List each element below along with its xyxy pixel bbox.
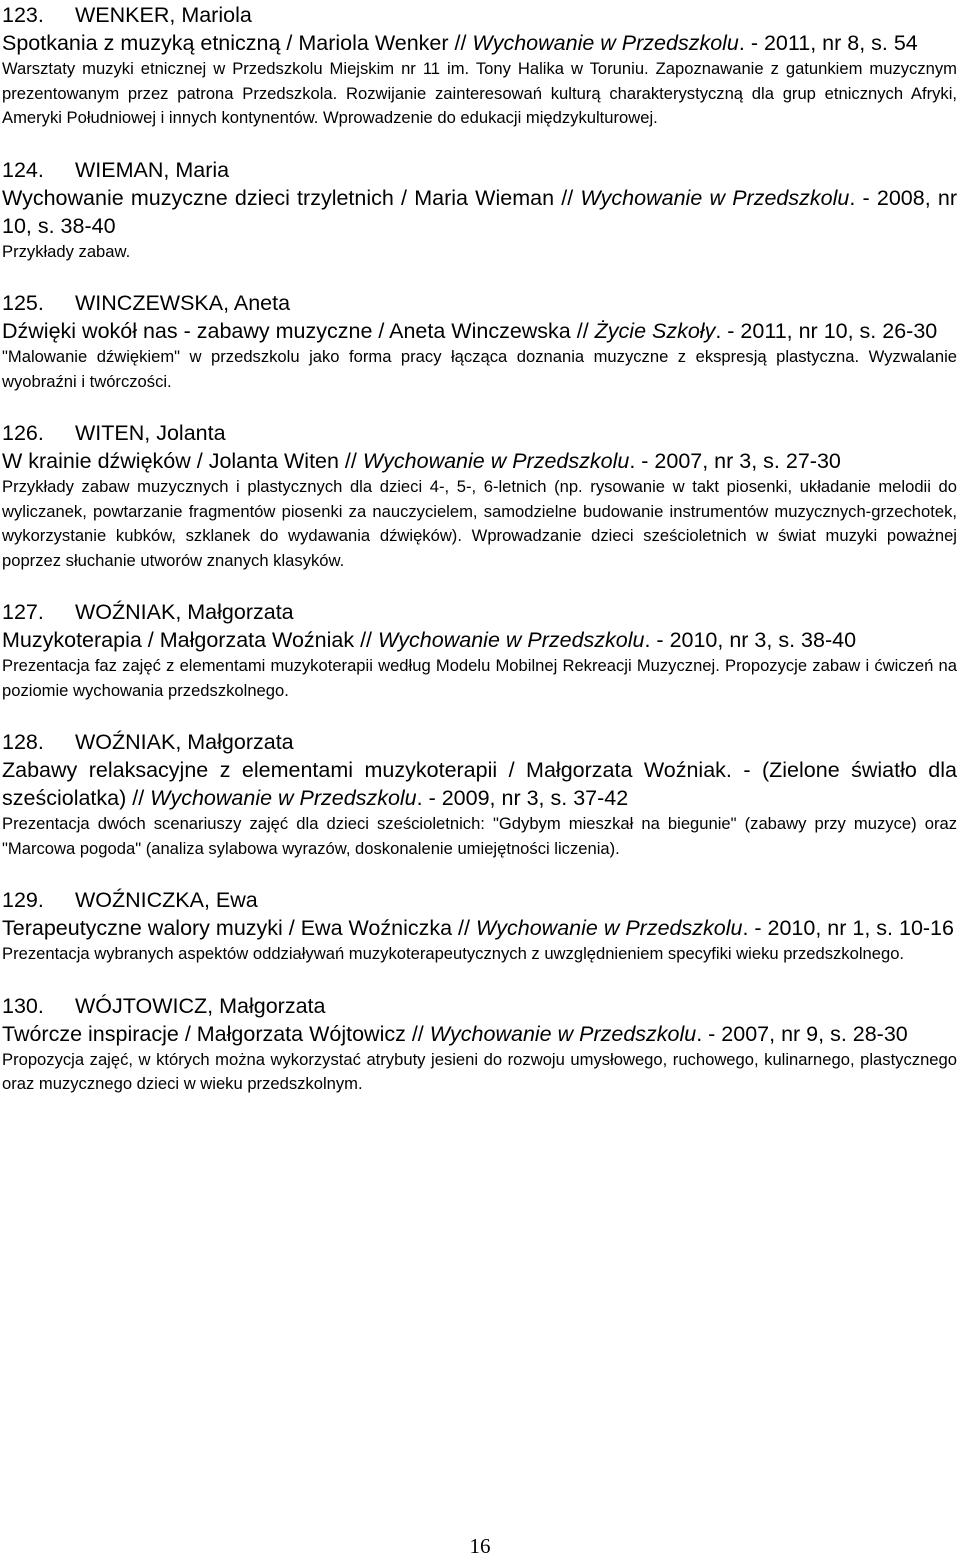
entry-citation bbox=[2, 756, 957, 812]
entry-number: 127. bbox=[2, 600, 44, 624]
citation-journal: Wychowanie w Przedszkolu bbox=[150, 786, 417, 810]
entry-citation bbox=[2, 184, 957, 240]
entry-annotation: Prezentacja faz zajęć z elementami muzykoterapii według Modelu Mobilnej Rekreacji Muzycznej. Propozycje zabaw i ćwiczeń na poziomie wychowania przedszkolnego. bbox=[2, 656, 957, 700]
entry-heading bbox=[2, 728, 957, 756]
citation-journal: Wychowanie w Przedszkolu bbox=[429, 1021, 697, 1046]
entry-author: WOŹNIAK, Małgorzata bbox=[75, 600, 294, 624]
bibliography-entry-126 bbox=[2, 419, 957, 573]
bibliography-entry-124 bbox=[2, 156, 957, 265]
citation-issue: . - 2011, nr 8, s. 54 bbox=[738, 31, 918, 55]
bibliography-entry-130 bbox=[2, 992, 957, 1097]
entry-number: 123. bbox=[2, 3, 44, 27]
entry-heading bbox=[2, 598, 957, 626]
citation-title: W krainie dźwięków / Jolanta Witen // bbox=[2, 449, 363, 473]
entry-citation bbox=[2, 1020, 957, 1048]
citation-issue: . - 2009, nr 3, s. 37-42 bbox=[416, 786, 629, 810]
entry-number: 126. bbox=[2, 421, 44, 445]
entry-citation bbox=[2, 317, 957, 345]
entry-heading bbox=[2, 419, 957, 447]
entry-author: WOŹNICZKA, Ewa bbox=[75, 888, 258, 912]
citation-issue: . - 2008, nr 10, s. 38-40 bbox=[2, 185, 957, 238]
citation-issue: . - 2010, nr 3, s. 38-40 bbox=[644, 628, 857, 652]
citation-issue: . - 2007, nr 9, s. 28-30 bbox=[696, 1021, 908, 1046]
citation-journal: Wychowanie w Przedszkolu bbox=[378, 628, 645, 652]
citation-title: Spotkania z muzyką etniczną / Mariola Wenker // bbox=[2, 31, 473, 55]
citation-journal: Wychowanie w Przedszkolu bbox=[580, 185, 850, 210]
citation-journal: Życie Szkoły bbox=[594, 319, 716, 343]
entry-author: WENKER, Mariola bbox=[75, 3, 252, 27]
entry-annotation: Prezentacja wybranych aspektów oddziaływań muzykoterapeutycznych z uwzględnieniem specyfiki wieku przedszkolnego. bbox=[2, 944, 905, 963]
bibliography-entry-125 bbox=[2, 289, 957, 394]
citation-title: Twórcze inspiracje / Małgorzata Wójtowicz // bbox=[2, 1021, 430, 1046]
citation-title: Zabawy relaksacyjne z elementami muzykoterapii / Małgorzata Woźniak. - (Zielone światło dla sześciolatka) // bbox=[2, 758, 957, 810]
entry-number: 124. bbox=[2, 157, 44, 182]
entry-citation bbox=[2, 447, 957, 475]
entry-author: WITEN, Jolanta bbox=[75, 421, 226, 445]
entry-citation bbox=[2, 914, 957, 942]
entry-heading bbox=[2, 156, 957, 184]
entry-author: WOŹNIAK, Małgorzata bbox=[75, 730, 294, 754]
entry-heading bbox=[2, 1, 957, 29]
entry-heading bbox=[2, 992, 957, 1020]
entry-author: WINCZEWSKA, Aneta bbox=[75, 291, 291, 315]
page-number: 16 bbox=[469, 1534, 491, 1558]
entry-author: WÓJTOWICZ, Małgorzata bbox=[75, 993, 326, 1018]
citation-journal: Wychowanie w Przedszkolu bbox=[362, 449, 630, 473]
bibliography-entry-127 bbox=[2, 598, 957, 703]
bibliography-entry-129 bbox=[2, 886, 957, 967]
entry-annotation: "Malowanie dźwiękiem" w przedszkolu jako forma pracy łącząca doznania muzyczne z ekspresją plastyczna. Wyzwalanie wyobraźni i twórczości. bbox=[2, 347, 957, 391]
entry-citation bbox=[2, 29, 957, 57]
entry-annotation: Warsztaty muzyki etnicznej w Przedszkolu Miejskim nr 11 im. Tony Halika w Toruniu. Zapoznawanie z gatunkiem muzycznym prezentowanym przez patrona Przedszkola. Rozwijanie zainteresowań kulturą charakterystyczną dla grup etnicznych Afryki, Ameryki Południowej i innych kontynentów. Wprowadzenie do edukacji międzykulturowej. bbox=[2, 59, 957, 127]
entry-heading bbox=[2, 289, 957, 317]
citation-title: Dźwięki wokół nas - zabawy muzyczne / Aneta Winczewska // bbox=[2, 319, 595, 343]
bibliography-entry-123 bbox=[2, 1, 957, 131]
entry-number: 129. bbox=[2, 888, 44, 912]
citation-journal: Wychowanie w Przedszkolu bbox=[472, 31, 739, 55]
entry-number: 128. bbox=[2, 730, 44, 754]
bibliography-entry-128 bbox=[2, 728, 957, 861]
citation-issue: . - 2011, nr 10, s. 26-30 bbox=[715, 319, 938, 343]
entry-author: WIEMAN, Maria bbox=[75, 157, 230, 182]
entry-citation bbox=[2, 626, 957, 654]
citation-issue: . - 2007, nr 3, s. 27-30 bbox=[629, 449, 841, 473]
citation-title: Muzykoterapia / Małgorzata Woźniak // bbox=[2, 628, 379, 652]
entry-annotation: Propozycja zajęć, w których można wykorzystać atrybuty jesieni do rozwoju umysłowego, ruchowego, kulinarnego, plastycznego oraz muzycznego dzieci w wieku przedszkolnym. bbox=[2, 1049, 957, 1093]
entry-annotation: Przykłady zabaw. bbox=[2, 241, 131, 261]
citation-title: Wychowanie muzyczne dzieci trzyletnich / Maria Wieman // bbox=[2, 185, 581, 210]
citation-journal: Wychowanie w Przedszkolu bbox=[475, 916, 743, 940]
entry-number: 125. bbox=[2, 291, 44, 315]
entry-heading bbox=[2, 886, 957, 914]
entry-annotation: Przykłady zabaw muzycznych i plastycznych dla dzieci 4-, 5-, 6-letnich (np. rysowanie w takt piosenki, układanie melodii do wyliczanek, powtarzanie fragmentów piosenki za nauczycielem, samodzielne budowanie instrumentów muzycznych-grzechotek, wykorzystanie kubków, szklanek do wydawania dźwięków). Wprowadzanie dzieci sześcioletnich w świat muzyki poważnej poprzez słuchanie utworów znanych klasyków. bbox=[2, 477, 957, 570]
citation-title: Terapeutyczne walory muzyki / Ewa Woźniczka // bbox=[2, 916, 476, 940]
entry-number: 130. bbox=[2, 993, 44, 1018]
citation-issue: . - 2010, nr 1, s. 10-16 bbox=[742, 916, 954, 940]
entry-annotation: Prezentacja dwóch scenariuszy zajęć dla dzieci sześcioletnich: "Gdybym mieszkał na biegunie" (zabawy przy muzyce) oraz "Marcowa pogoda" (analiza sylabowa wyrazów, doskonalenie umiejętności liczenia). bbox=[2, 814, 957, 858]
